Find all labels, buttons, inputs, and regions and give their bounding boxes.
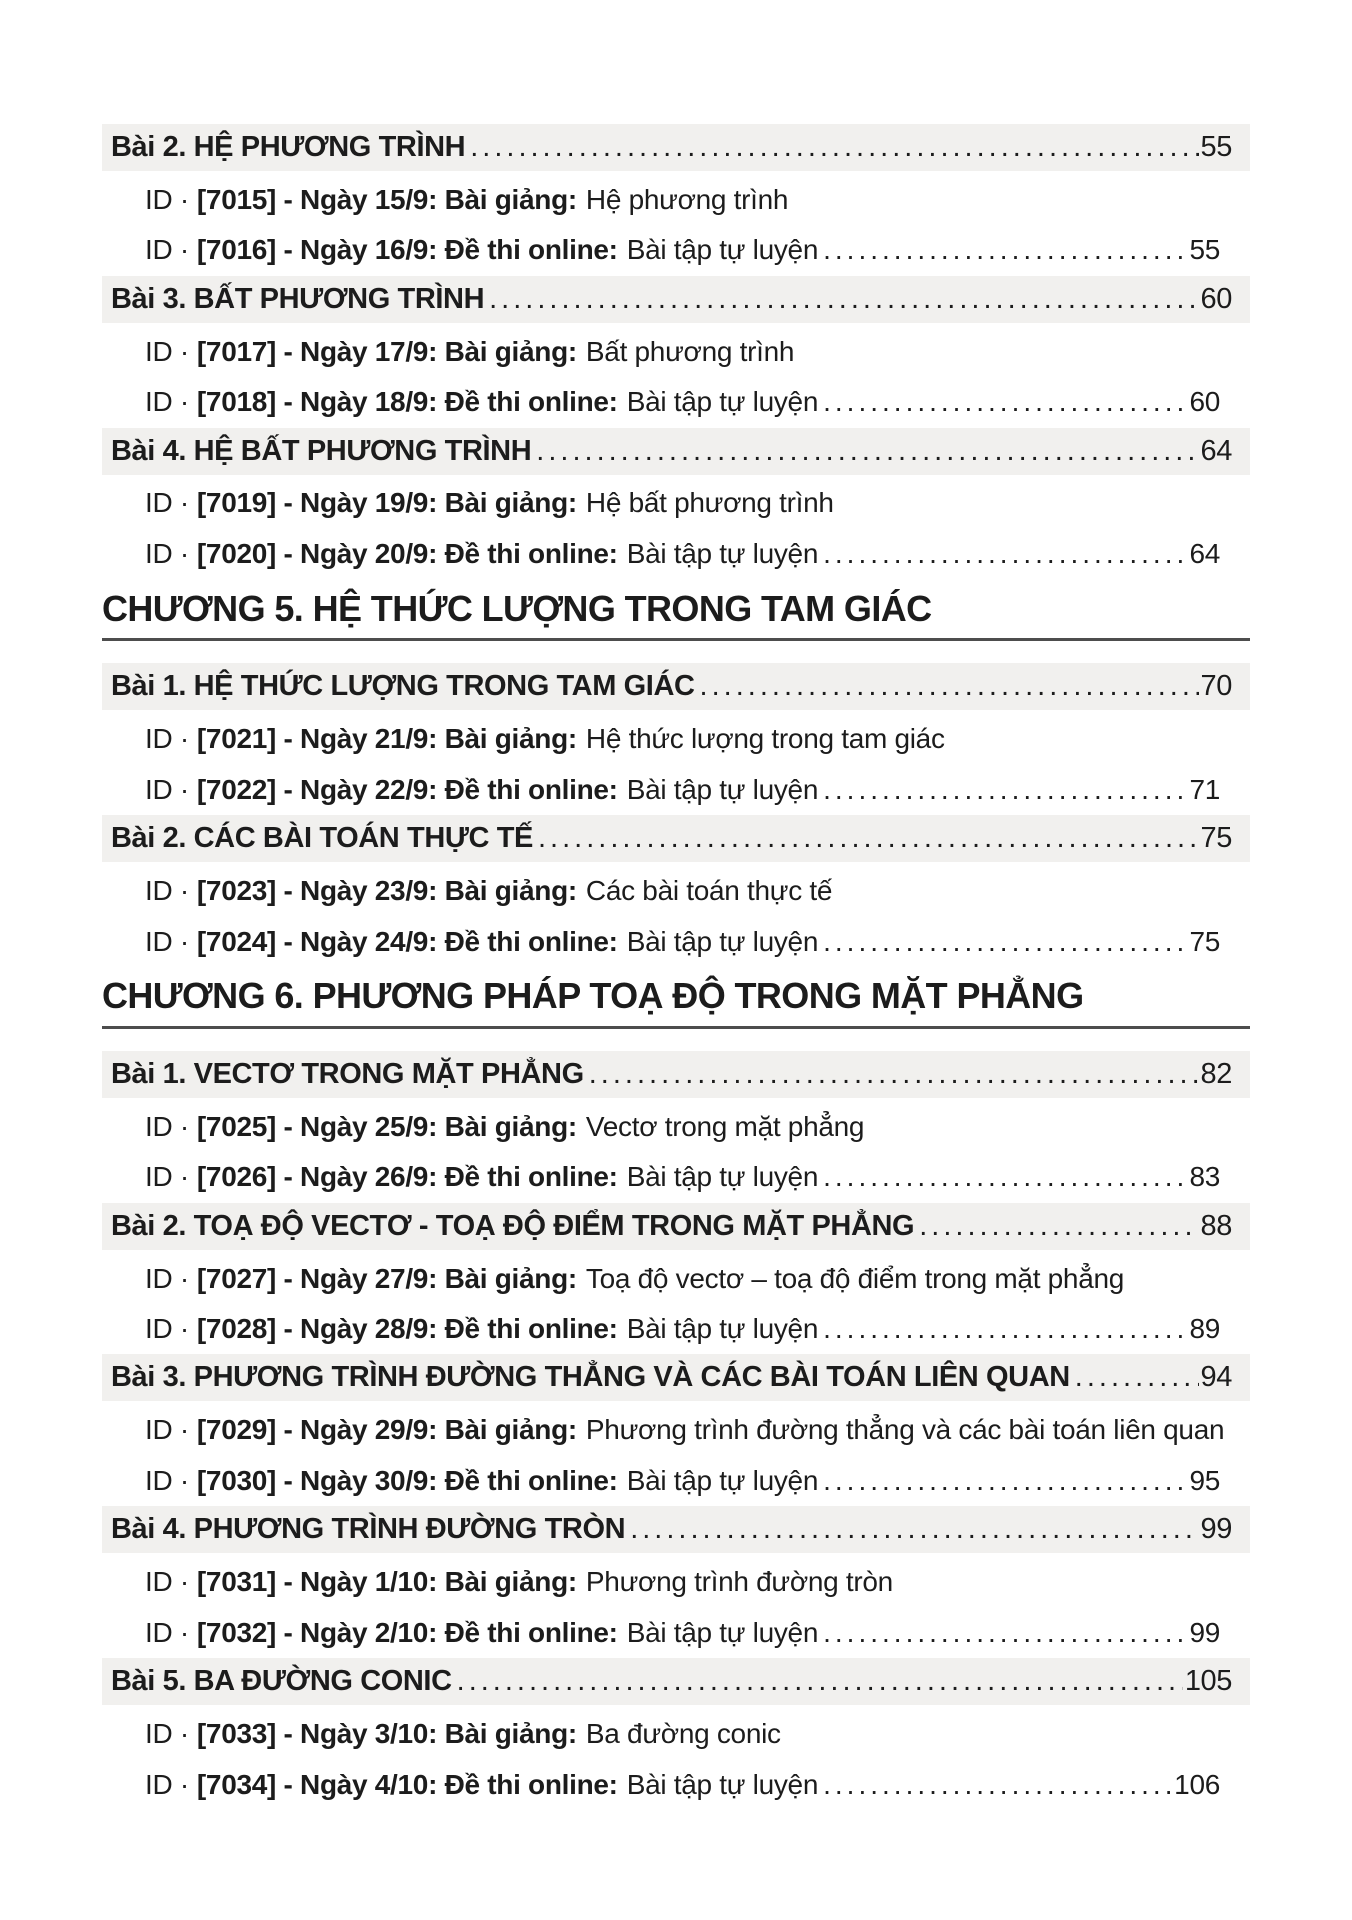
dotted-leader <box>823 1617 1187 1649</box>
item-id-prefix: ID · <box>145 1768 189 1800</box>
dotted-leader <box>700 670 1199 703</box>
dotted-leader <box>589 1058 1199 1091</box>
item-id-date-label: [7022] - Ngày 22/9: Đề thi online: <box>196 773 618 805</box>
item-title: Phương trình đường thẳng và các bài toán liên quan <box>585 1414 1225 1446</box>
item-title: Bất phương trình <box>585 335 795 367</box>
toc-item-row <box>102 765 1250 816</box>
toc-item-row <box>102 478 1250 529</box>
item-id-date-label: [7031] - Ngày 1/10: Bài giảng: <box>196 1566 577 1598</box>
toc-lesson-row <box>102 1658 1250 1705</box>
page-number: 106 <box>1174 1768 1220 1800</box>
item-title: Ba đường conic <box>585 1717 781 1749</box>
item-id-prefix: ID · <box>145 875 189 907</box>
item-id-prefix: ID · <box>145 335 189 367</box>
item-id-date-label: [7024] - Ngày 24/9: Đề thi online: <box>196 925 618 957</box>
item-title: Bài tập tự luyện <box>626 925 819 957</box>
item-title: Bài tập tự luyện <box>626 1616 819 1648</box>
dotted-leader <box>823 1161 1187 1193</box>
item-id-prefix: ID · <box>145 386 189 418</box>
item-title: Bài tập tự luyện <box>626 1464 819 1496</box>
lesson-title: Bài 2. HỆ PHƯƠNG TRÌNH <box>111 131 466 163</box>
item-id-date-label: [7015] - Ngày 15/9: Bài giảng: <box>196 183 577 215</box>
item-id-prefix: ID · <box>145 538 189 570</box>
item-id-date-label: [7020] - Ngày 20/9: Đề thi online: <box>196 538 618 570</box>
lesson-title: Bài 1. HỆ THỨC LƯỢNG TRONG TAM GIÁC <box>111 670 695 703</box>
page-number: 75 <box>1200 822 1232 855</box>
toc-item-row <box>102 1759 1250 1810</box>
item-id-prefix: ID · <box>145 487 189 519</box>
item-id-prefix: ID · <box>145 1262 189 1294</box>
toc-item-row <box>102 1253 1250 1304</box>
dotted-leader <box>457 1665 1183 1698</box>
item-id-date-label: [7032] - Ngày 2/10: Đề thi online: <box>196 1616 618 1648</box>
page-number: 64 <box>1200 434 1232 467</box>
item-id-date-label: [7016] - Ngày 16/9: Đề thi online: <box>196 234 618 266</box>
page-number: 89 <box>1189 1313 1220 1345</box>
item-id-prefix: ID · <box>145 1414 189 1446</box>
toc-item-row <box>102 1152 1250 1203</box>
item-id-date-label: [7028] - Ngày 28/9: Đề thi online: <box>196 1313 618 1345</box>
chapter-heading-rule <box>102 967 1250 1029</box>
dotted-leader <box>489 283 1198 316</box>
item-id-date-label: [7033] - Ngày 3/10: Bài giảng: <box>196 1717 577 1749</box>
dotted-leader <box>630 1513 1198 1546</box>
lesson-title: Bài 2. TOẠ ĐỘ VECTƠ - TOẠ ĐỘ ĐIỂM TRONG MẶT PHẲNG <box>111 1209 915 1242</box>
dotted-leader <box>536 435 1198 468</box>
page-number: 105 <box>1184 1665 1232 1698</box>
toc-item-row <box>102 1304 1250 1355</box>
item-id-date-label: [7021] - Ngày 21/9: Bài giảng: <box>196 723 577 755</box>
toc-item-row <box>102 714 1250 765</box>
page-number: 60 <box>1200 282 1232 315</box>
item-id-date-label: [7029] - Ngày 29/9: Bài giảng: <box>196 1414 577 1446</box>
lesson-title: Bài 3. PHƯƠNG TRÌNH ĐƯỜNG THẲNG VÀ CÁC BÀI TOÁN LIÊN QUAN <box>111 1361 1070 1394</box>
page-number: 60 <box>1189 386 1220 418</box>
page-number: 99 <box>1189 1616 1220 1648</box>
item-id-prefix: ID · <box>145 723 189 755</box>
item-title: Bài tập tự luyện <box>626 773 819 805</box>
item-id-prefix: ID · <box>145 1110 189 1142</box>
toc-lesson-row <box>102 276 1250 323</box>
toc-item-row <box>102 866 1250 917</box>
item-id-date-label: [7018] - Ngày 18/9: Đề thi online: <box>196 386 618 418</box>
page-number: 88 <box>1200 1209 1232 1242</box>
item-id-prefix: ID · <box>145 1313 189 1345</box>
toc-item-row <box>102 1102 1250 1153</box>
toc-lesson-row <box>102 1203 1250 1250</box>
item-title: Bài tập tự luyện <box>626 1313 819 1345</box>
item-id-prefix: ID · <box>145 1616 189 1648</box>
toc-lesson-row <box>102 815 1250 862</box>
dotted-leader <box>919 1210 1198 1243</box>
chapter-title: CHƯƠNG 5. HỆ THỨC LƯỢNG TRONG TAM GIÁC <box>102 587 932 629</box>
item-id-date-label: [7027] - Ngày 27/9: Bài giảng: <box>196 1262 577 1294</box>
toc-item-row <box>102 175 1250 226</box>
chapter-heading-block <box>102 579 1250 663</box>
item-id-date-label: [7019] - Ngày 19/9: Bài giảng: <box>196 487 577 519</box>
toc-item-row <box>102 225 1250 276</box>
toc-item-row <box>102 529 1250 580</box>
chapter-heading-block <box>102 967 1250 1051</box>
item-title: Vectơ trong mặt phẳng <box>585 1110 865 1142</box>
item-id-date-label: [7026] - Ngày 26/9: Đề thi online: <box>196 1161 618 1193</box>
toc-lesson-row <box>102 428 1250 475</box>
item-title: Hệ phương trình <box>585 183 789 215</box>
item-title: Bài tập tự luyện <box>626 1768 819 1800</box>
item-id-prefix: ID · <box>145 773 189 805</box>
table-of-contents <box>102 124 1250 1810</box>
dotted-leader <box>823 538 1187 570</box>
toc-item-row <box>102 1456 1250 1507</box>
lesson-title: Bài 1. VECTƠ TRONG MẶT PHẲNG <box>111 1057 584 1090</box>
toc-lesson-row <box>102 1506 1250 1553</box>
page-number: 55 <box>1200 131 1232 163</box>
dotted-leader <box>823 774 1187 806</box>
item-title: Bài tập tự luyện <box>626 1161 819 1193</box>
chapter-title: CHƯƠNG 6. PHƯƠNG PHÁP TOẠ ĐỘ TRONG MẶT PHẲNG <box>102 975 1084 1017</box>
item-title: Hệ thức lượng trong tam giác <box>585 723 945 755</box>
lesson-title: Bài 2. CÁC BÀI TOÁN THỰC TẾ <box>111 822 533 855</box>
lesson-title: Bài 4. HỆ BẤT PHƯƠNG TRÌNH <box>111 434 532 467</box>
dotted-leader <box>823 1769 1172 1801</box>
page-number: 95 <box>1189 1464 1220 1496</box>
dotted-leader <box>823 1313 1187 1345</box>
lesson-title: Bài 5. BA ĐƯỜNG CONIC <box>111 1665 452 1698</box>
item-id-prefix: ID · <box>145 1717 189 1749</box>
item-title: Các bài toán thực tế <box>585 875 833 907</box>
dotted-leader <box>823 234 1187 266</box>
toc-item-row <box>102 916 1250 967</box>
toc-item-row <box>102 377 1250 428</box>
page-number: 82 <box>1200 1057 1232 1090</box>
item-id-prefix: ID · <box>145 1464 189 1496</box>
toc-lesson-row <box>102 124 1250 171</box>
toc-item-row <box>102 1607 1250 1658</box>
item-id-date-label: [7025] - Ngày 25/9: Bài giảng: <box>196 1110 577 1142</box>
page-number: 83 <box>1189 1161 1220 1193</box>
toc-lesson-row <box>102 1354 1250 1401</box>
toc-item-row <box>102 1557 1250 1608</box>
item-title: Toạ độ vectơ – toạ độ điểm trong mặt phẳng <box>585 1262 1125 1294</box>
dotted-leader <box>538 822 1199 855</box>
page-number: 75 <box>1189 925 1220 957</box>
item-id-date-label: [7034] - Ngày 4/10: Đề thi online: <box>196 1768 618 1800</box>
chapter-heading-rule <box>102 579 1250 641</box>
lesson-title: Bài 3. BẤT PHƯƠNG TRÌNH <box>111 282 485 315</box>
item-id-prefix: ID · <box>145 183 189 215</box>
page-number: 55 <box>1189 234 1220 266</box>
dotted-leader <box>823 1465 1187 1497</box>
page-number: 94 <box>1200 1361 1232 1394</box>
page-number: 71 <box>1189 773 1220 805</box>
dotted-leader <box>823 386 1187 418</box>
toc-lesson-row <box>102 1051 1250 1098</box>
dotted-leader <box>470 131 1198 164</box>
page-number: 70 <box>1200 670 1232 703</box>
item-id-date-label: [7023] - Ngày 23/9: Bài giảng: <box>196 875 577 907</box>
item-id-prefix: ID · <box>145 1161 189 1193</box>
item-title: Bài tập tự luyện <box>626 386 819 418</box>
page-number: 99 <box>1200 1513 1232 1546</box>
item-title: Phương trình đường tròn <box>585 1566 893 1598</box>
item-title: Bài tập tự luyện <box>626 234 819 266</box>
item-id-date-label: [7017] - Ngày 17/9: Bài giảng: <box>196 335 577 367</box>
dotted-leader <box>1075 1361 1199 1394</box>
toc-item-row <box>102 1405 1250 1456</box>
item-id-date-label: [7030] - Ngày 30/9: Đề thi online: <box>196 1464 618 1496</box>
item-id-prefix: ID · <box>145 234 189 266</box>
item-title: Hệ bất phương trình <box>585 487 834 519</box>
item-id-prefix: ID · <box>145 1566 189 1598</box>
toc-item-row <box>102 326 1250 377</box>
dotted-leader <box>823 926 1187 958</box>
toc-item-row <box>102 1709 1250 1760</box>
item-title: Bài tập tự luyện <box>626 538 819 570</box>
item-id-prefix: ID · <box>145 925 189 957</box>
page-number: 64 <box>1189 538 1220 570</box>
toc-lesson-row <box>102 663 1250 710</box>
lesson-title: Bài 4. PHƯƠNG TRÌNH ĐƯỜNG TRÒN <box>111 1513 626 1546</box>
